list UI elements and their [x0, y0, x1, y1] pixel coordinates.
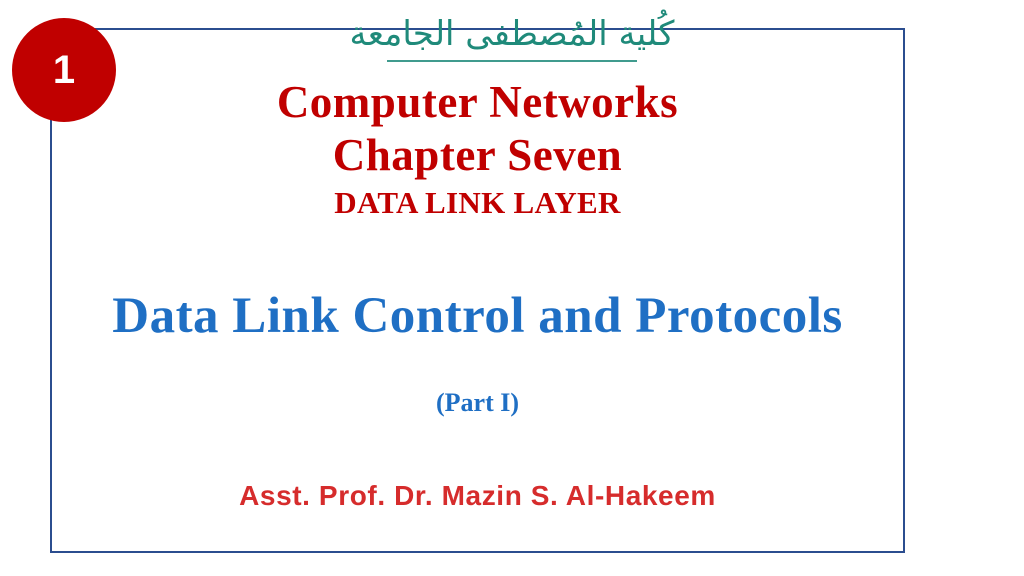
main-heading: Data Link Control and Protocols [112, 288, 843, 345]
university-logo [0, 2, 1024, 68]
part-label: (Part I) [435, 388, 519, 418]
course-title: Computer Networks [276, 77, 679, 127]
chapter-title: Chapter Seven [332, 130, 623, 181]
slide-number-text: 1 [52, 48, 76, 92]
slide-content [52, 70, 903, 512]
logo-underline-rule [387, 60, 637, 62]
university-logo-arabic-text: كُلية المُصطفى الجامعة [349, 14, 675, 55]
chapter-subtitle: DATA LINK LAYER [334, 185, 621, 221]
slide-number-badge [12, 18, 116, 122]
author-name: Asst. Prof. Dr. Mazin S. Al-Hakeem [239, 480, 716, 512]
